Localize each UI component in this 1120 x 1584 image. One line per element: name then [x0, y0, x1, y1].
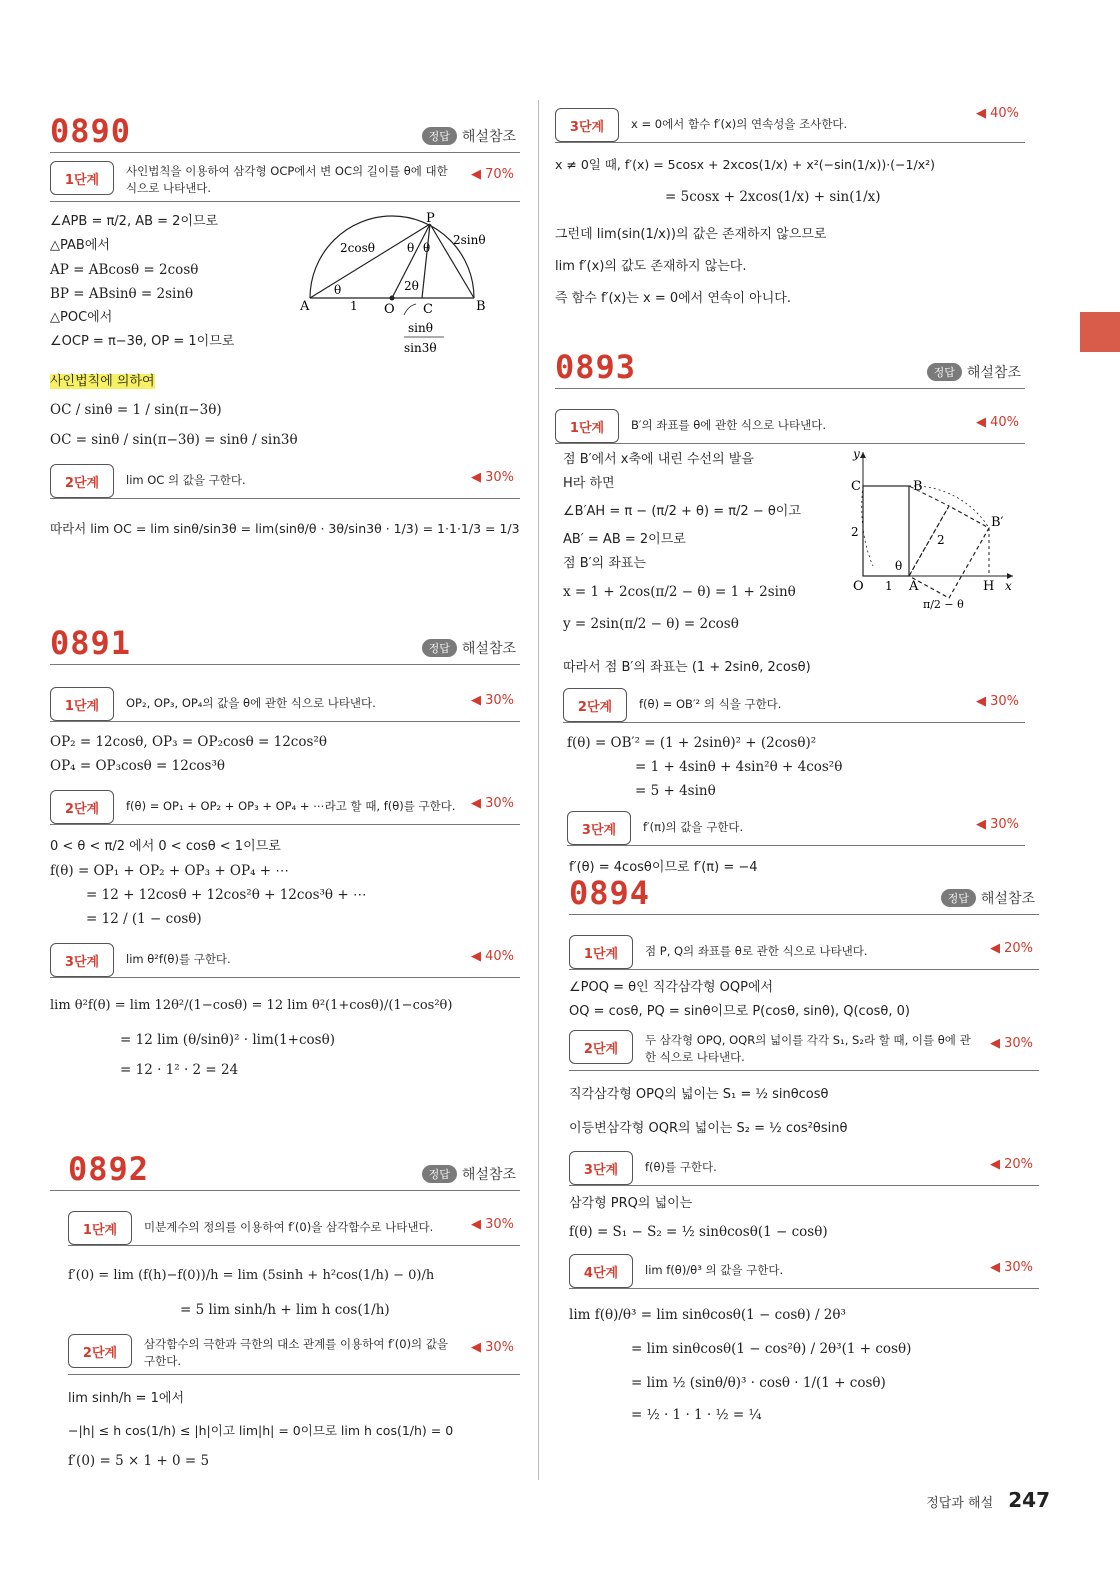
- answer-text: 해설참조: [966, 365, 1021, 381]
- step-percent: ◀ 40%: [975, 415, 1019, 430]
- angle-label: 2θ: [404, 279, 419, 293]
- semicircle-figure: [300, 210, 510, 360]
- step-3: [555, 106, 1025, 143]
- point-label: A: [300, 299, 310, 314]
- answer-badge: 정답: [422, 127, 457, 145]
- answer-label: [422, 638, 516, 658]
- highlight-text: 사인법칙에 의하여: [50, 374, 155, 389]
- step-percent: ◀ 40%: [975, 106, 1019, 121]
- derivation-line: 점 B′의 좌표는: [563, 556, 646, 571]
- segment-label: 2sinθ: [453, 233, 486, 247]
- step-label: 2단계: [68, 1334, 132, 1368]
- chapter-tab: [1080, 312, 1120, 352]
- equation: f′(0) = 5 × 1 + 0 = 5: [68, 1453, 210, 1469]
- length-label: 2: [937, 533, 945, 547]
- point-label: B: [476, 299, 486, 314]
- step-percent: ◀ 30%: [470, 1340, 514, 1355]
- step-text: lim f(θ)/θ³ 의 값을 구한다.: [645, 1262, 784, 1277]
- step-2: [569, 1028, 1039, 1071]
- derivation-line: y = 2sin(π/2 − θ) = 2cosθ: [563, 616, 739, 632]
- equation: 그런데 lim(sin(1/x))의 값은 존재하지 않으므로: [555, 227, 827, 242]
- problem-header: [50, 1148, 520, 1191]
- derivation-line: ∠OCP = π−3θ, OP = 1이므로: [50, 334, 235, 349]
- step-label: 1단계: [50, 161, 114, 195]
- equation: = 12 · 1² · 2 = 24: [120, 1062, 239, 1078]
- equation: ∠POQ = θ인 직각삼각형 OQP에서: [569, 980, 774, 995]
- step-label: 1단계: [569, 935, 633, 969]
- step-text: 사인법칙을 이용하여 삼각형 OCP에서 변 OC의 길이를 θ에 대한 식으로 나타낸다.: [126, 164, 448, 195]
- step-text: lim θ²f(θ)를 구한다.: [126, 951, 231, 966]
- derivation-line: AB′ = AB = 2이므로: [563, 532, 686, 547]
- step-text: B′의 좌표를 θ에 관한 식으로 나타낸다.: [631, 417, 826, 432]
- segment-label: 2cosθ: [340, 241, 375, 255]
- equation: = 12 + 12cosθ + 12cos²θ + 12cos³θ + ⋯: [86, 887, 367, 903]
- answer-label: [422, 1164, 516, 1184]
- equation: 0 < θ < π/2 에서 0 < cosθ < 1이므로: [50, 839, 281, 854]
- final-answer: 따라서 lim OC = lim sinθ/sin3θ = lim(sinθ/θ · 3θ/sin3θ · 1/3) = 1·1·1/3 = 1/3: [50, 521, 520, 536]
- derivation-line: AP = ABcosθ = 2cosθ: [50, 262, 199, 278]
- angle-label: θ: [407, 241, 415, 255]
- equation: OC / sinθ = 1 / sin(π−3θ): [50, 402, 222, 418]
- point-label: H: [983, 579, 995, 594]
- problem-number: 0892: [68, 1150, 150, 1188]
- answer-label: [927, 362, 1021, 382]
- angle-label: θ: [334, 283, 342, 297]
- equation: lim f(θ)/θ³ = lim sinθcosθ(1 − cosθ) / 2θ³: [569, 1307, 846, 1323]
- equation: f(θ) = OB′² = (1 + 2sinθ)² + (2cosθ)²: [567, 735, 817, 751]
- equation: x ≠ 0일 때, f′(x) = 5cosx + 2xcos(1/x) + x²(−sin(1/x))·(−1/x²): [555, 157, 935, 172]
- equation: f(θ) = OP₁ + OP₂ + OP₃ + OP₄ + ⋯: [50, 863, 289, 879]
- derivation-line: ∠APB = π/2, AB = 2이므로: [50, 214, 219, 229]
- point-label: O: [384, 302, 395, 317]
- equation: = lim ½ (sinθ/θ)³ · cosθ · 1/(1 + cosθ): [631, 1375, 886, 1391]
- step-text: f(θ) = OB′² 의 식을 구한다.: [639, 696, 782, 711]
- equation: −|h| ≤ h cos(1/h) ≤ |h|이고 lim|h| = 0이므로 lim h cos(1/h) = 0: [68, 1423, 454, 1438]
- step-label: 3단계: [567, 811, 631, 845]
- step-label: 2단계: [563, 688, 627, 722]
- derivation-with-figure: [50, 210, 520, 370]
- step-text: f′(π)의 값을 구한다.: [643, 819, 744, 834]
- step-1: [50, 685, 520, 722]
- answer-label: [941, 888, 1035, 908]
- step-label: 2단계: [569, 1030, 633, 1064]
- equation: = 5cosx + 2xcos(1/x) + sin(1/x): [665, 189, 881, 205]
- point-label: A: [909, 579, 919, 594]
- equation: lim θ²f(θ) = lim 12θ²/(1−cosθ) = 12 lim θ²(1+cosθ)/(1−cos²θ): [50, 998, 453, 1013]
- step-3: [50, 941, 520, 978]
- step-1: [68, 1209, 520, 1246]
- step-2: [563, 686, 1025, 723]
- answer-text: 해설참조: [461, 129, 516, 145]
- derivation-line: ∠B′AH = π − (π/2 + θ) = π/2 − θ이고: [563, 504, 801, 519]
- equation: = 5 + 4sinθ: [635, 783, 716, 799]
- angle-label: θ: [423, 241, 431, 255]
- derivation-with-figure: [555, 448, 1025, 668]
- point-label: C: [423, 302, 433, 317]
- step-4: [569, 1252, 1039, 1289]
- derivation-line: BP = ABsinθ = 2sinθ: [50, 286, 194, 302]
- step-label: 2단계: [50, 464, 114, 498]
- equation: = 5 lim sinh/h + lim h cos(1/h): [180, 1302, 390, 1318]
- step-percent: ◀ 30%: [989, 1260, 1033, 1275]
- derivation-line: x = 1 + 2cos(π/2 − θ) = 1 + 2sinθ: [563, 584, 796, 600]
- answer-text: 해설참조: [461, 641, 516, 657]
- length-label: 2: [851, 525, 859, 539]
- step-label: 3단계: [555, 108, 619, 142]
- equation: f(θ) = S₁ − S₂ = ½ sinθcosθ(1 − cosθ): [569, 1224, 828, 1240]
- step-percent: ◀ 30%: [470, 796, 514, 811]
- axis-label: y: [853, 448, 860, 461]
- equation: 직각삼각형 OPQ의 넓이는 S₁ = ½ sinθcosθ: [569, 1087, 829, 1102]
- problem-header: [555, 346, 1025, 389]
- step-text: f(θ) = OP₁ + OP₂ + OP₃ + OP₄ + ⋯라고 할 때, f(θ)를 구한다.: [126, 798, 456, 813]
- equation: f′(θ) = 4cosθ이므로 f′(π) = −4: [569, 860, 758, 875]
- step-text: 점 P, Q의 좌표를 θ로 관한 식으로 나타낸다.: [645, 943, 868, 958]
- column-divider: [538, 100, 539, 1480]
- answer-badge: 정답: [422, 639, 457, 657]
- step-percent: ◀ 40%: [470, 949, 514, 964]
- step-label: 4단계: [569, 1254, 633, 1288]
- equation: = lim sinθcosθ(1 − cos²θ) / 2θ³(1 + cosθ): [631, 1341, 912, 1357]
- point-label: B′: [991, 515, 1004, 530]
- equation: 삼각형 PRQ의 넓이는: [569, 1196, 693, 1211]
- derivation-line: H라 하면: [563, 476, 615, 491]
- problem-0890: [50, 110, 520, 541]
- point-label: C: [851, 479, 861, 494]
- page-number: 247: [1008, 1488, 1050, 1512]
- step-label: 3단계: [569, 1151, 633, 1185]
- step-text: 두 삼각형 OPQ, OQR의 넓이를 각각 S₁, S₂라 할 때, 이를 θ에 관한 식으로 나타낸다.: [645, 1033, 971, 1064]
- derivation-line: △POC에서: [50, 310, 113, 325]
- point-label: B: [913, 479, 923, 494]
- equation: lim sinh/h = 1에서: [68, 1391, 185, 1406]
- derivation-line: 점 B′에서 x축에 내린 수선의 발을: [563, 452, 754, 467]
- equation: OP₄ = OP₃cosθ = 12cos³θ: [50, 758, 225, 774]
- step-label: 3단계: [50, 943, 114, 977]
- problem-header: [569, 872, 1039, 915]
- equation: = ½ · 1 · 1 · ½ = ¼: [631, 1407, 762, 1423]
- step-text: x = 0에서 함수 f′(x)의 연속성을 조사한다.: [631, 116, 848, 131]
- equation: OP₂ = 12cosθ, OP₃ = OP₂cosθ = 12cos²θ: [50, 734, 327, 750]
- answer-badge: 정답: [941, 889, 976, 907]
- length-label: 1: [885, 579, 893, 593]
- answer-label: [422, 126, 516, 146]
- step-text: lim OC 의 값을 구한다.: [126, 472, 246, 487]
- fraction-label: sin3θ: [404, 341, 437, 355]
- answer-badge: 정답: [422, 1165, 457, 1183]
- problem-number: 0891: [50, 624, 132, 662]
- equation: = 12 / (1 − cosθ): [86, 911, 202, 927]
- problem-0891: [50, 622, 520, 1082]
- step-2: [50, 788, 520, 825]
- problem-0894: [569, 872, 1039, 1427]
- problem-header: [50, 110, 520, 153]
- equation: OC = sinθ / sin(π−3θ) = sinθ / sin3θ: [50, 432, 298, 448]
- step-percent: ◀ 20%: [989, 1157, 1033, 1172]
- step-label: 1단계: [68, 1211, 132, 1245]
- point-label: P: [426, 211, 435, 226]
- equation: = 12 lim (θ/sinθ)² · lim(1+cosθ): [120, 1032, 335, 1048]
- equation: lim f′(x)의 값도 존재하지 않는다.: [555, 259, 747, 274]
- step-percent: ◀ 30%: [975, 817, 1019, 832]
- step-percent: ◀ 30%: [470, 1217, 514, 1232]
- step-text: 미분계수의 정의를 이용하여 f′(0)을 삼각함수로 나타낸다.: [144, 1219, 434, 1234]
- angle-label: θ: [895, 559, 903, 573]
- step-text: f(θ)를 구한다.: [645, 1159, 717, 1174]
- equation: OQ = cosθ, PQ = sinθ이므로 P(cosθ, sinθ), Q(cosθ, 0): [569, 1004, 910, 1019]
- problem-0892: [50, 1148, 520, 1473]
- fraction-label: sinθ: [408, 321, 433, 335]
- step-label: 1단계: [555, 409, 619, 443]
- segment-label: 1: [350, 299, 358, 313]
- problem-number: 0893: [555, 348, 637, 386]
- equation: f′(0) = lim (f(h)−f(0))/h = lim (5sinh + h²cos(1/h) − 0)/h: [68, 1268, 435, 1283]
- step-percent: ◀ 30%: [975, 694, 1019, 709]
- step-text: 삼각함수의 극한과 극한의 대소 관계를 이용하여 f′(0)의 값을 구한다.: [144, 1337, 449, 1368]
- rotation-figure: [833, 448, 1023, 618]
- step-2: [50, 462, 520, 499]
- axis-label: x: [1005, 579, 1012, 593]
- step-label: 2단계: [50, 790, 114, 824]
- step-3: [567, 809, 1025, 846]
- step-2: [68, 1332, 520, 1375]
- problem-header: [50, 622, 520, 665]
- step-1: [555, 407, 1025, 444]
- equation: 즉 함수 f′(x)는 x = 0에서 연속이 아니다.: [555, 291, 791, 306]
- equation: 이등변삼각형 OQR의 넓이는 S₂ = ½ cos²θsinθ: [569, 1121, 848, 1136]
- step-percent: ◀ 20%: [989, 941, 1033, 956]
- step-text: OP₂, OP₃, OP₄의 값을 θ에 관한 식으로 나타낸다.: [126, 695, 376, 710]
- step-percent: ◀ 30%: [470, 693, 514, 708]
- step-1: [50, 159, 520, 202]
- step-percent: ◀ 30%: [989, 1036, 1033, 1051]
- point-label: O: [853, 579, 864, 594]
- problem-number: 0894: [569, 874, 651, 912]
- answer-text: 해설참조: [980, 891, 1035, 907]
- step-label: 1단계: [50, 687, 114, 721]
- step-1: [569, 933, 1039, 970]
- step-3: [569, 1149, 1039, 1186]
- derivation-line: △PAB에서: [50, 238, 110, 253]
- step-percent: ◀ 70%: [470, 167, 514, 182]
- footer-title: 정답과 해설: [926, 1496, 994, 1511]
- angle-label: π/2 − θ: [923, 598, 964, 611]
- problem-number: 0890: [50, 112, 132, 150]
- answer-text: 해설참조: [461, 1167, 516, 1183]
- page-footer: [926, 1488, 1050, 1512]
- step-percent: ◀ 30%: [470, 470, 514, 485]
- answer-badge: 정답: [927, 363, 962, 381]
- equation: = 1 + 4sinθ + 4sin²θ + 4cos²θ: [635, 759, 843, 775]
- problem-0893: [555, 346, 1025, 880]
- problem-0892-continued: [555, 106, 1025, 311]
- equation: 따라서 점 B′의 좌표는 (1 + 2sinθ, 2cosθ): [563, 660, 811, 675]
